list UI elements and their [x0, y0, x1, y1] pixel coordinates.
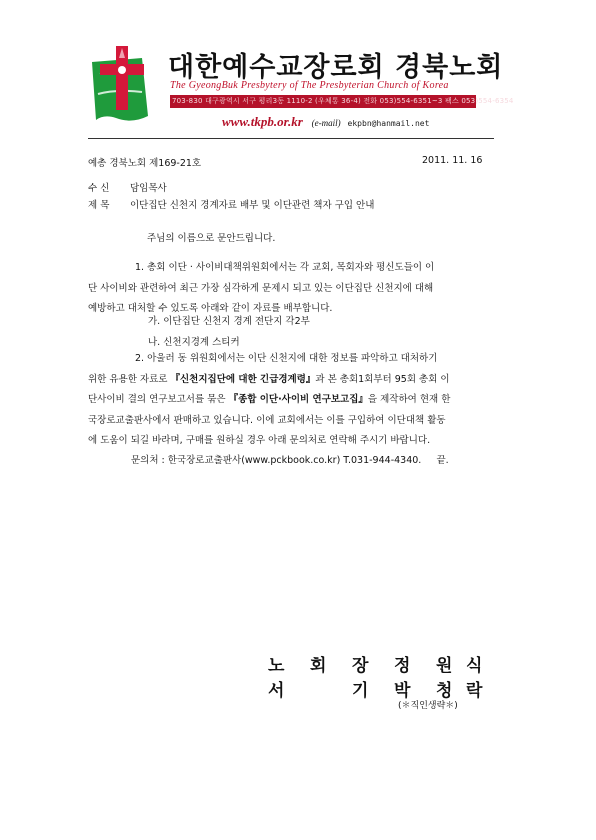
paragraph-2-line-3: 단사이비 결의 연구보고서를 묶은 『종합 이단·사이비 연구보고집』을 제작하여 현재 한	[88, 394, 451, 405]
email-link[interactable]: ekpbn@hanmail.net	[347, 119, 430, 128]
contact-line: 문의처 : 한국장로교출판사(www.pckbook.co.kr) T.031-944-4340. 끝.	[131, 455, 449, 466]
web-row	[222, 114, 522, 130]
doc-number: 예총 경북노회 제169-21호	[88, 158, 202, 169]
paragraph-1-line-3: 예방하고 대처할 수 있도록 아래와 같이 자료를 배부합니다.	[88, 303, 333, 314]
recipient-label: 수 신	[88, 183, 110, 194]
website-link[interactable]: www.tkpb.or.kr	[222, 114, 303, 129]
org-name-en: The GyeongBuk Presbytery of The Presbyterian Church of Korea	[170, 80, 449, 91]
org-name-ko: 대한예수교장로회 경북노회	[168, 52, 504, 83]
highlight-title-2: 『종합 이단·사이비 연구보고집』	[228, 394, 368, 405]
list-item-b: 나. 신천지경계 스티커	[148, 337, 240, 348]
paragraph-2-line-4: 국장로교출판사에서 판매하고 있습니다. 이에 교회에서는 이를 구입하여 이단대책 활동	[88, 414, 446, 426]
recipient-value: 담임목사	[130, 183, 167, 194]
paragraph-2	[88, 349, 498, 452]
subject-label: 제 목	[88, 200, 110, 211]
doc-date: 2011. 11. 16	[422, 155, 483, 166]
paragraph-1-line-2: 단 사이비와 관련하여 최근 가장 심각하게 문제시 되고 있는 이단집단 신천지에 대해	[88, 282, 434, 294]
paragraph-2-line-1: 2. 아울러 동 위원회에서는 이단 신천지에 대한 정보를 파악하고 대처하기	[135, 353, 438, 364]
header-divider	[88, 138, 494, 139]
paragraph-2-line-2: 위한 유용한 자료로 『신천지집단에 대한 긴급경계령』과 본 총회1회부터 95회 총회 이	[88, 373, 450, 385]
highlight-title-1: 『신천지집단에 대한 긴급경계령』	[170, 373, 316, 385]
signature-secretary: 서 기 박 청 락	[268, 681, 483, 701]
paragraph-2-line-5: 에 도움이 되길 바라며, 구매를 원하실 경우 아래 문의처로 연락해 주시기 바랍니다.	[88, 435, 431, 446]
subject-value: 이단집단 신천지 경계자료 배부 및 이단관련 책자 구입 안내	[130, 200, 375, 211]
signature-president: 노 회 장 정 원 식	[268, 656, 483, 676]
paragraph-1	[88, 258, 498, 320]
seal-omitted-note: (＊직인생략＊)	[398, 701, 458, 711]
list-item-a: 가. 이단집단 신천지 경계 전단지 각2부	[148, 316, 310, 327]
paragraph-1-line-1: 1. 총회 이단 · 사이비대책위원회에서는 각 교회, 목회자와 평신도들이 이	[135, 262, 435, 273]
presbytery-logo	[86, 44, 166, 124]
greeting: 주님의 이름으로 문안드립니다.	[147, 233, 276, 244]
email-label: (e-mail)	[311, 118, 341, 128]
address-line: 703-830 대구광역시 서구 평리3동 1110-2 (우체통 36-4) 전화 053)554-6351~3 팩스 053)554-6354	[172, 97, 514, 105]
end-mark: 끝.	[436, 455, 449, 466]
